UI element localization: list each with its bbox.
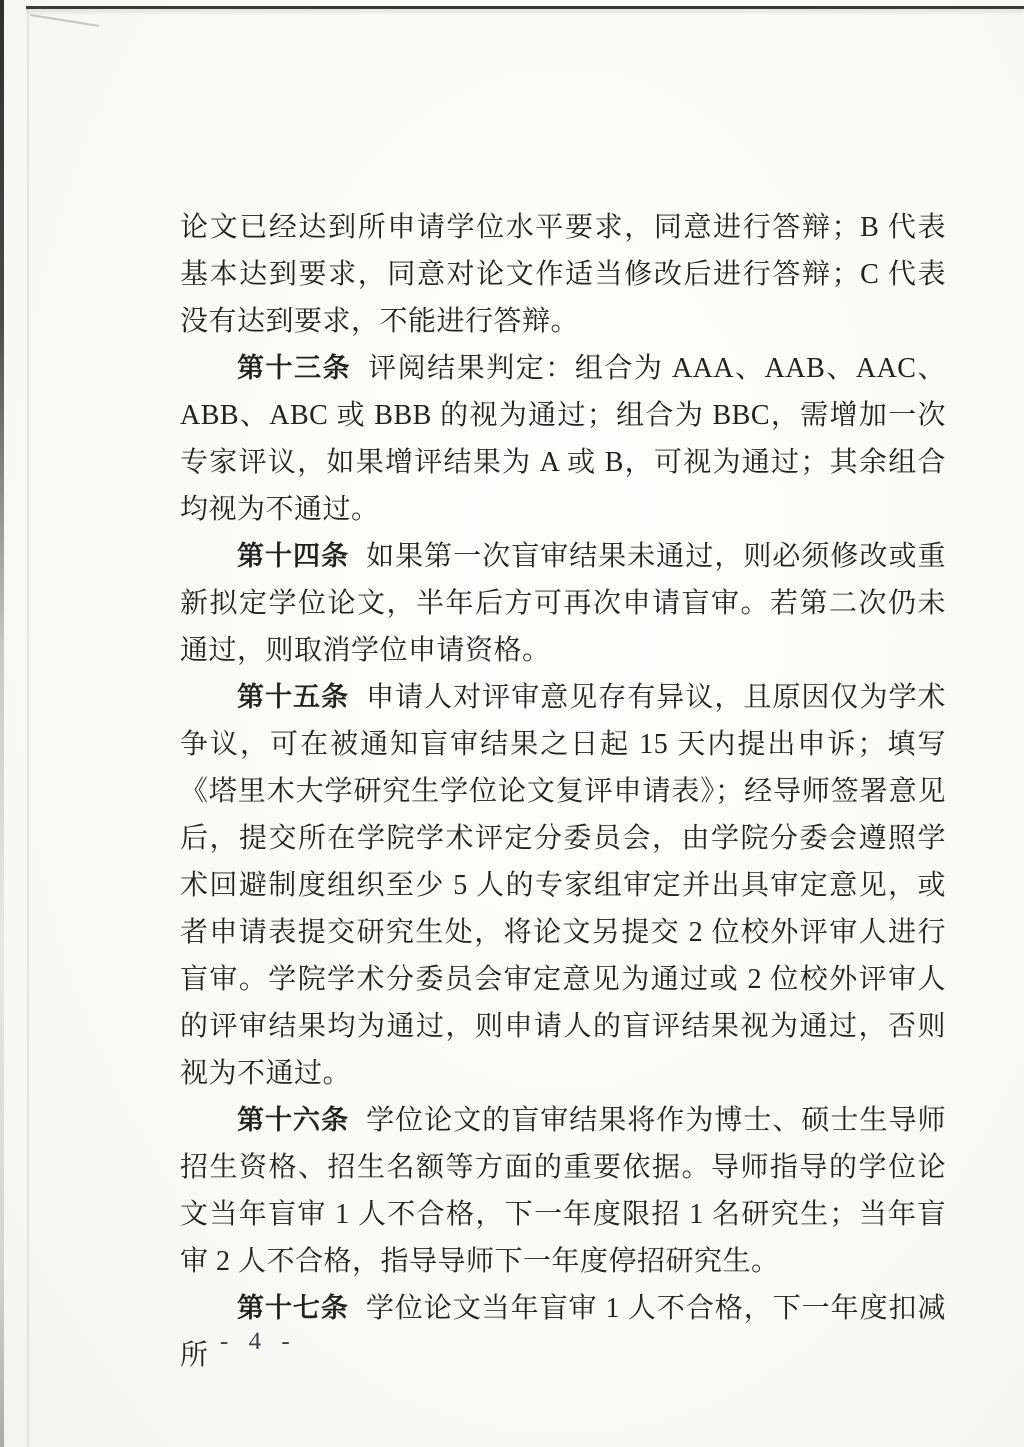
article-number: 第十六条 (237, 1105, 350, 1135)
article-number: 第十三条 (237, 353, 352, 383)
scan-edge-left (0, 0, 4, 1447)
article-number: 第十七条 (237, 1293, 349, 1323)
document-body (180, 204, 946, 1379)
page-number: - 4 - (220, 1328, 297, 1355)
paragraph-text: 评阅结果判定：组合为 AAA、AAB、AAC、ABB、ABC 或 BBB 的视为通过；组合为 BBC，需增加一次专家评议，如果增评结果为 A 或 B，可视为通过；其余组合均视为不通过。 (180, 353, 946, 525)
paragraph-article-16 (180, 1097, 946, 1285)
paragraph-article-14 (180, 533, 946, 674)
paragraph-text: 学位论文当年盲审 1 人不合格，下一年度扣减所 (180, 1293, 946, 1371)
paragraph-text: 如果第一次盲审结果未通过，则必须修改或重新拟定学位论文，半年后方可再次申请盲审。若第二次仍未通过，则取消学位申请资格。 (180, 541, 946, 666)
paragraph-article-13 (180, 345, 946, 533)
paragraph-continuation (180, 204, 946, 345)
article-number: 第十四条 (237, 541, 350, 571)
article-number: 第十五条 (237, 682, 350, 712)
paragraph-text: 申请人对评审意见存有异议，且原因仅为学术争议，可在被通知盲审结果之日起 15 天内提出申诉；填写《塔里木大学研究生学位论文复评申请表》；经导师签署意见后，提交所在学院学术评定分委员会，由学院分委会遵照学术回避制度组织至少 5 人的专家组审定并出具审定意见，或者申请表提交研究生处，将论文另提交 2 位校外评审人进行盲审。学院学术分委员会审定意见为通过或 2 位校外评审人的评审结果均为通过，则申请人的盲评结果视为通过，否则视为不通过。 (180, 682, 946, 1089)
paper-corner-edge (30, 14, 99, 27)
paragraph-text: 学位论文的盲审结果将作为博士、硕士生导师招生资格、招生名额等方面的重要依据。导师指导的学位论文当年盲审 1 人不合格，下一年度限招 1 名研究生；当年盲审 2 人不合格，指导导师下一年度停招研究生。 (180, 1105, 946, 1277)
scan-edge-top (26, 6, 1024, 9)
paper-edge-line (27, 9, 29, 1447)
paragraph-text: 论文已经达到所申请学位水平要求，同意进行答辩；B 代表基本达到要求，同意对论文作适当修改后进行答辩；C 代表没有达到要求，不能进行答辩。 (180, 212, 946, 337)
paragraph-article-15 (180, 674, 946, 1097)
